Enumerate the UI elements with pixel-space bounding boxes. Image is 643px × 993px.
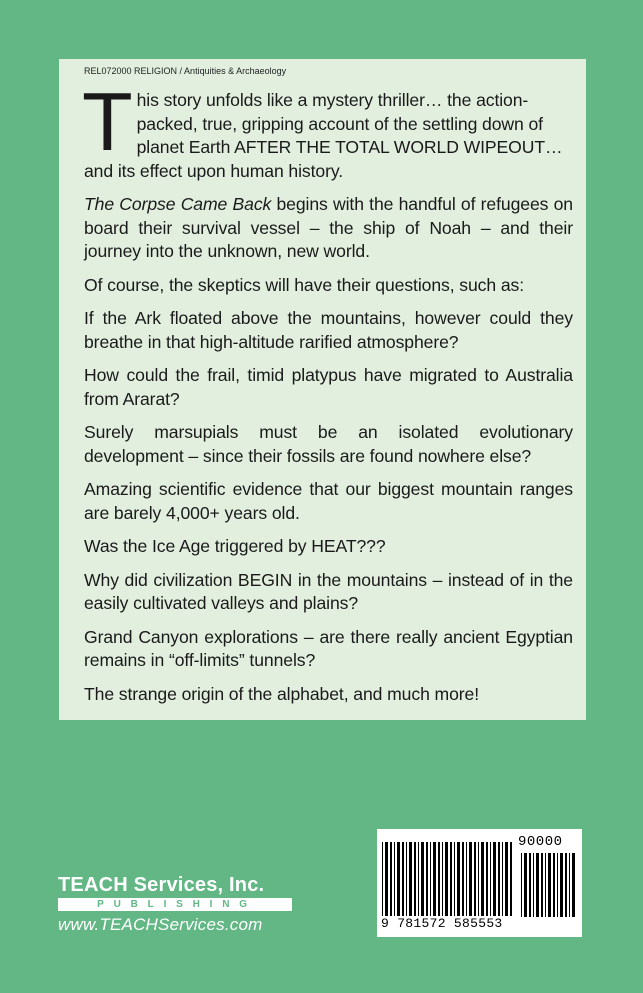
- barcode-bar: [454, 842, 455, 916]
- barcode-bar: [481, 842, 484, 916]
- barcode-bar: [498, 842, 500, 916]
- paragraph-skeptics: Of course, the skeptics will have their questions, such as:: [84, 274, 525, 295]
- publisher-url: www.TEACHServices.com: [58, 915, 263, 934]
- barcode-bar: [569, 853, 570, 917]
- paragraph-ark: If the Ark floated above the mountains, however could they breathe in that high-altitude rarified atmosphere?: [84, 308, 573, 352]
- barcode-bar: [493, 842, 496, 916]
- barcode-bar: [557, 853, 558, 917]
- barcode-bar: [457, 842, 460, 916]
- barcode-price-code: 90000: [518, 834, 563, 850]
- barcode-bar: [442, 842, 443, 916]
- barcode-bar: [529, 853, 531, 917]
- barcode-bar: [426, 842, 428, 916]
- intro-text: his story unfolds like a mystery thriller… the action-packed, true, gripping account of the settling down of planet Earth AFTER THE TOTAL WORLD WIPEOUT… and its effect upon human history.: [84, 90, 563, 181]
- paragraph-alphabet: The strange origin of the alphabet, and much more!: [84, 683, 480, 704]
- barcode-bar: [474, 842, 476, 916]
- barcode-bar: [430, 842, 431, 916]
- second-paragraph: [84, 193, 573, 264]
- barcode-bar: [560, 853, 563, 917]
- bisac-category: REL072000 RELIGION / Antiquities & Archaeology: [84, 66, 287, 76]
- publisher-logo: [58, 874, 292, 935]
- barcode-bar: [533, 853, 534, 917]
- publisher-name: TEACH Services, Inc.: [58, 874, 265, 896]
- barcode-bar: [409, 842, 412, 916]
- barcode-bar: [414, 842, 416, 916]
- back-cover-blurb-panel: [59, 59, 586, 720]
- second-text: begins with the handful of refugees on board their survival vessel – the ship of Noah – and their journey into the unknown, new world.: [84, 194, 573, 261]
- barcode-bar: [469, 842, 472, 916]
- barcode-bar: [450, 842, 452, 916]
- barcode-bar: [394, 842, 395, 916]
- book-title: The Corpse Came Back: [84, 194, 272, 214]
- barcode-bar: [397, 842, 400, 916]
- barcode-bar: [524, 853, 527, 917]
- barcode-bar: [385, 842, 388, 916]
- barcode-bar: [553, 853, 555, 917]
- barcode-bar: [433, 842, 436, 916]
- paragraph-marsupials: Surely marsupials must be an isolated evolutionary development – since their fossils are found nowhere else?: [84, 422, 573, 466]
- barcode-bar: [545, 853, 546, 917]
- barcode-digits: 9 781572 585553: [381, 916, 503, 931]
- barcode-bar: [565, 853, 567, 917]
- barcode-bar: [536, 853, 539, 917]
- barcode-bar: [505, 842, 508, 916]
- paragraph-grand-canyon: Grand Canyon explorations – are there really ancient Egyptian remains in “off-limits” tunnels?: [84, 626, 573, 670]
- barcode-bar: [402, 842, 404, 916]
- barcode-bar: [418, 842, 419, 916]
- barcode-bar: [572, 853, 575, 917]
- barcode-bar: [406, 842, 407, 916]
- barcode-bar: [466, 842, 467, 916]
- barcode-bar: [382, 842, 383, 916]
- barcode-bar: [490, 842, 491, 916]
- barcode-bar: [478, 842, 479, 916]
- barcode-bar: [445, 842, 448, 916]
- paragraph-platypus: How could the frail, timid platypus have migrated to Australia from Ararat?: [84, 365, 573, 409]
- barcode-bar: [510, 842, 512, 916]
- paragraph-mountains: Amazing scientific evidence that our biggest mountain ranges are barely 4,000+ years old.: [84, 479, 573, 523]
- publisher-subtitle: PUBLISHING: [58, 898, 292, 911]
- barcode-bar: [462, 842, 464, 916]
- barcode-bars-main: [381, 842, 514, 916]
- barcode-bar: [548, 853, 551, 917]
- barcode-bar: [541, 853, 543, 917]
- barcode-bar: [502, 842, 503, 916]
- barcode-bars-addon: [520, 853, 577, 917]
- barcode-bar: [438, 842, 440, 916]
- barcode-bar: [521, 853, 522, 917]
- paragraph-civilization: Why did civilization BEGIN in the mountains – instead of in the easily cultivated valleys and plains?: [84, 569, 573, 613]
- barcode-bar: [421, 842, 424, 916]
- barcode-bar: [390, 842, 392, 916]
- barcode-bar: [486, 842, 488, 916]
- intro-paragraph: [82, 75, 573, 183]
- drop-cap: T: [82, 75, 133, 168]
- paragraph-ice-age: Was the Ice Age triggered by HEAT???: [84, 536, 386, 556]
